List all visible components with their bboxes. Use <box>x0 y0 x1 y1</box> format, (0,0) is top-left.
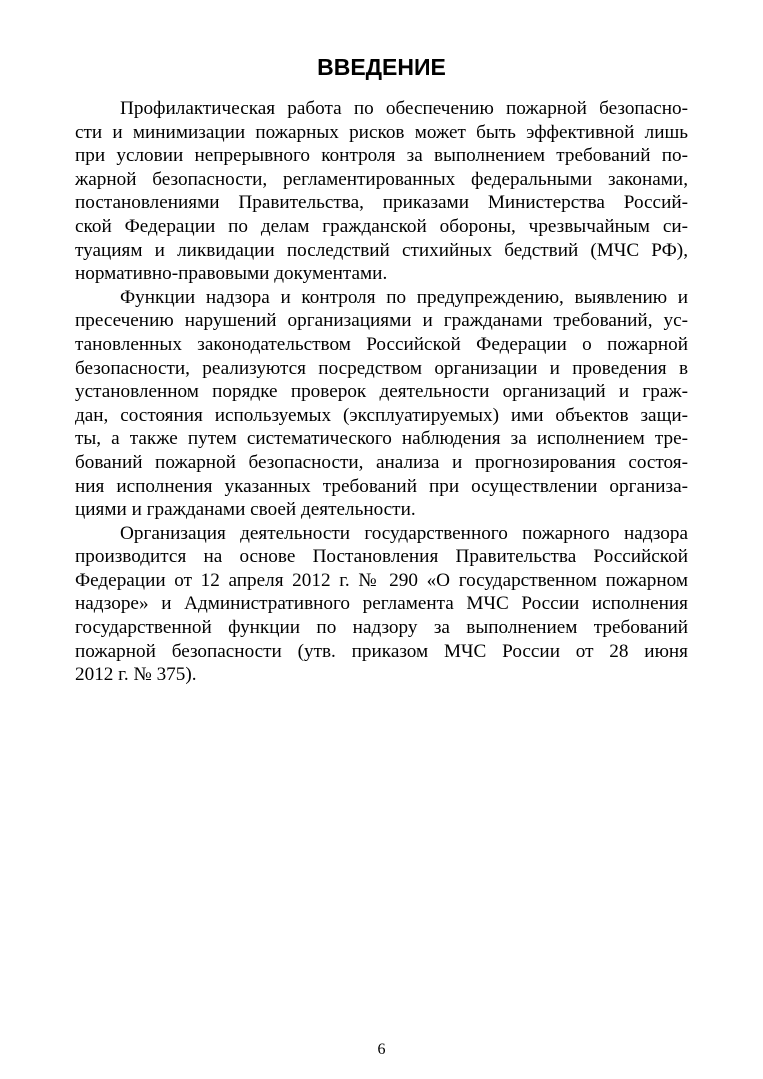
text-line: при условии непрерывного контроля за выполнением требований по- <box>75 145 688 167</box>
text-line: постановлениями Правительства, приказами Министерства Россий- <box>75 192 688 214</box>
text-line: Организация деятельности государственного пожарного надзора <box>120 522 688 544</box>
text-line: ты, а также путем систематического наблюдения за исполнением тре- <box>75 428 688 450</box>
text-line: ской Федерации по делам гражданской обороны, чрезвычайным си- <box>75 215 688 237</box>
text-line: туациям и ликвидации последствий стихийных бедствий (МЧС РФ), <box>75 239 688 261</box>
text-line: пресечению нарушений организациями и гражданами требований, ус- <box>75 310 688 332</box>
text-line: дан, состояния используемых (эксплуатируемых) ими объектов защи- <box>75 404 688 426</box>
text-line: 2012 г. № 375). <box>75 664 197 686</box>
text-line: циями и гражданами своей деятельности. <box>75 499 416 521</box>
text-line: бований пожарной безопасности, анализа и прогнозирования состоя- <box>75 451 688 473</box>
paragraph-1 <box>75 97 688 286</box>
paragraph-3 <box>75 522 688 687</box>
text-line: установленном порядке проверок деятельности организаций и граж- <box>75 381 688 403</box>
page-title: ВВЕДЕНИЕ <box>317 54 446 80</box>
text-line: производится на основе Постановления Правительства Российской <box>75 546 688 568</box>
text-line: Федерации от 12 апреля 2012 г. № 290 «О государственном пожарном <box>75 569 688 591</box>
body-text <box>75 97 688 687</box>
text-line: безопасности, реализуются посредством организации и проведения в <box>75 357 688 379</box>
text-line: Профилактическая работа по обеспечению пожарной безопасно- <box>120 98 688 119</box>
page-number: 6 <box>377 1041 386 1058</box>
text-line: надзоре» и Административного регламента МЧС России исполнения <box>75 593 688 615</box>
text-line: сти и минимизации пожарных рисков может быть эффективной лишь <box>75 121 688 143</box>
text-line: тановленных законодательством Российской Федерации о пожарной <box>75 333 688 355</box>
text-line: пожарной безопасности (утв. приказом МЧС России от 28 июня <box>75 640 688 662</box>
text-line: государственной функции по надзору за выполнением требований <box>75 617 688 639</box>
text-line: нормативно-правовыми документами. <box>75 263 388 285</box>
text-line: ния исполнения указанных требований при осуществлении организа- <box>75 475 688 497</box>
text-line: жарной безопасности, регламентированных федеральными законами, <box>75 168 688 190</box>
text-line: Функции надзора и контроля по предупреждению, выявлению и <box>120 286 688 308</box>
paragraph-2 <box>75 286 688 522</box>
